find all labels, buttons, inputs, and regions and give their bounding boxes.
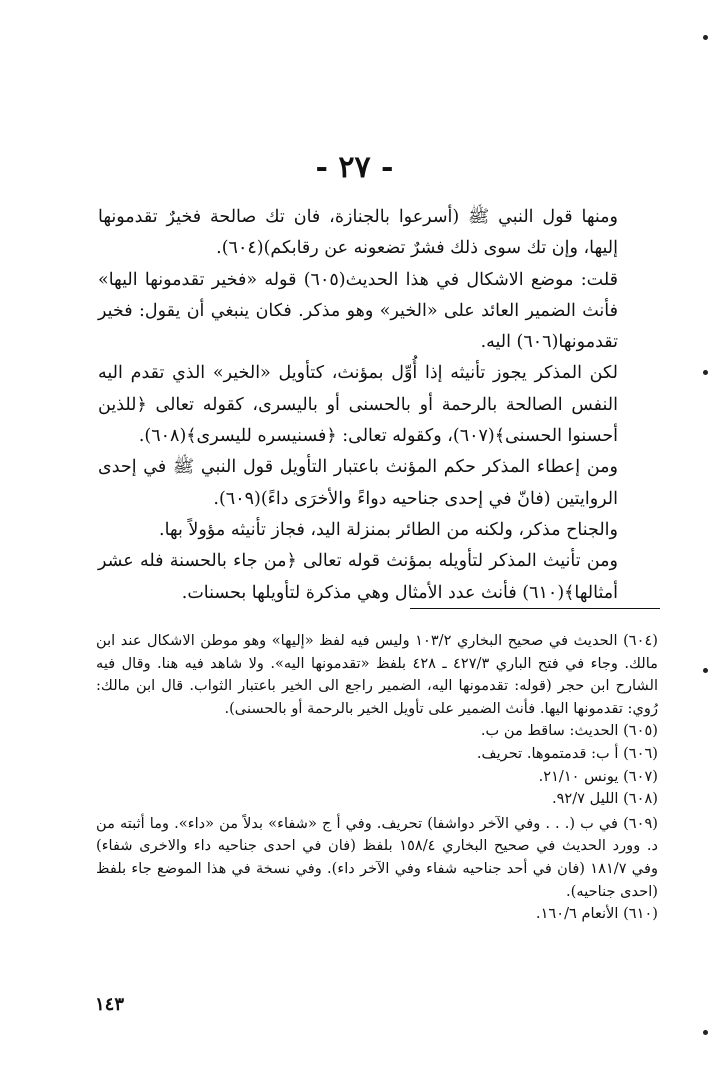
scan-edge-mark bbox=[703, 370, 708, 375]
footnote-608: (٦٠٨) الليل ٩٢/٧. bbox=[551, 790, 658, 808]
footnote-606: (٦٠٦) أ ب: قدمتموها. تحريف. bbox=[476, 744, 658, 762]
scan-edge-mark bbox=[703, 668, 708, 673]
paragraph-5: والجناح مذكر، ولكنه من الطائر بمنزلة اليد، فجاز تأنيثه مؤولاً بها. bbox=[159, 519, 618, 540]
footnote-604: (٦٠٤) الحديث في صحيح البخاري ١٠٣/٢ وليس فيه لفظ «إليها» وهو موطن الاشكال عند ابن مالك. وجاء في فتح الباري ٤٢٧/٣ ـ ٤٢٨ بلفظ «تقدمونها اليه». ولا شاهد فيه هنا. وقال فيه الشارح ابن حجر (قوله: تقدمونها اليه، الضمير راجع الى الخير باعتبار الثواب. قال ابن مالك: رُوي: تقدمونها اليها. فأنث الضمير على تأويل الخير بالرحمة أو بالحسنى). bbox=[96, 632, 658, 717]
scan-edge-mark bbox=[703, 35, 708, 40]
paragraph-2: قلت: موضع الاشكال في هذا الحديث(٦٠٥) قوله «فخير تقدمونها اليها» فأنث الضمير العائد على «الخير» وهو مذكر. فكان ينبغي أن يقول: فخير تقدمونها(٦٠٦) اليه. bbox=[98, 269, 618, 353]
page-footer-number: ١٤٣ bbox=[95, 994, 125, 1015]
paragraph-3: لكن المذكر يجوز تأنيثه إذا أُوِّل بمؤنث، كتأويل «الخير» الذي تقدم اليه النفس الصالحة بالرحمة أو بالحسنى أو باليسرى، كقوله تعالى ﴿للذين أحسنوا الحسنى﴾(٦٠٧)، وكقوله تعالى: ﴿فسنيسره لليسرى﴾(٦٠٨). bbox=[98, 363, 618, 447]
paragraph-6: ومن تأنيث المذكر لتأويله بمؤنث قوله تعالى ﴿من جاء بالحسنة فله عشر أمثالها﴾(٦١٠) فأنث عدد الأمثال وهي مذكرة لتأويلها بحسنات. bbox=[98, 551, 618, 603]
footnote-610: (٦١٠) الأنعام ١٦٠/٦. bbox=[535, 905, 658, 923]
main-body-text bbox=[98, 202, 618, 609]
footnotes-section bbox=[96, 630, 658, 926]
footnote-607: (٦٠٧) يونس ٢١/١٠. bbox=[538, 767, 658, 785]
page-header-number: - ٢٧ - bbox=[315, 150, 394, 185]
paragraph-4: ومن إعطاء المذكر حكم المؤنث باعتبار التأويل قول النبي ﷺ في إحدى الروايتين (فانّ في إحدى جناحيه دواءً والأخرَى داءً)(٦٠٩). bbox=[98, 457, 618, 509]
paragraph-1: ومنها قول النبي ﷺ (أسرعوا بالجنازة، فان تك صالحة فخيرٌ تقدمونها إليها، وإن تك سوى ذلك فشرٌ تضعونه عن رقابكم)(٦٠٤). bbox=[98, 207, 618, 259]
footnote-divider bbox=[410, 608, 660, 609]
scan-edge-mark bbox=[703, 1030, 708, 1035]
footnote-605: (٦٠٥) الحديث: ساقط من ب. bbox=[480, 722, 658, 740]
footnote-609: (٦٠٩) في ب (. . . وفي الآخر دواشفا) تحريف. وفي أ ج «شفاء» بدلاً من «داء». وما أثبته من د. وورد الحديث في صحيح البخاري ١٥٨/٤ بلفظ (فان في احدى جناحيه داء والاخرى شفاء) وفي ١٨١/٧ (فان في أحد جناحيه شفاء وفي الآخر داء). وفي نسخة في هذا الموضع جاء بلفظ (احدى جناحيه). bbox=[96, 814, 658, 900]
